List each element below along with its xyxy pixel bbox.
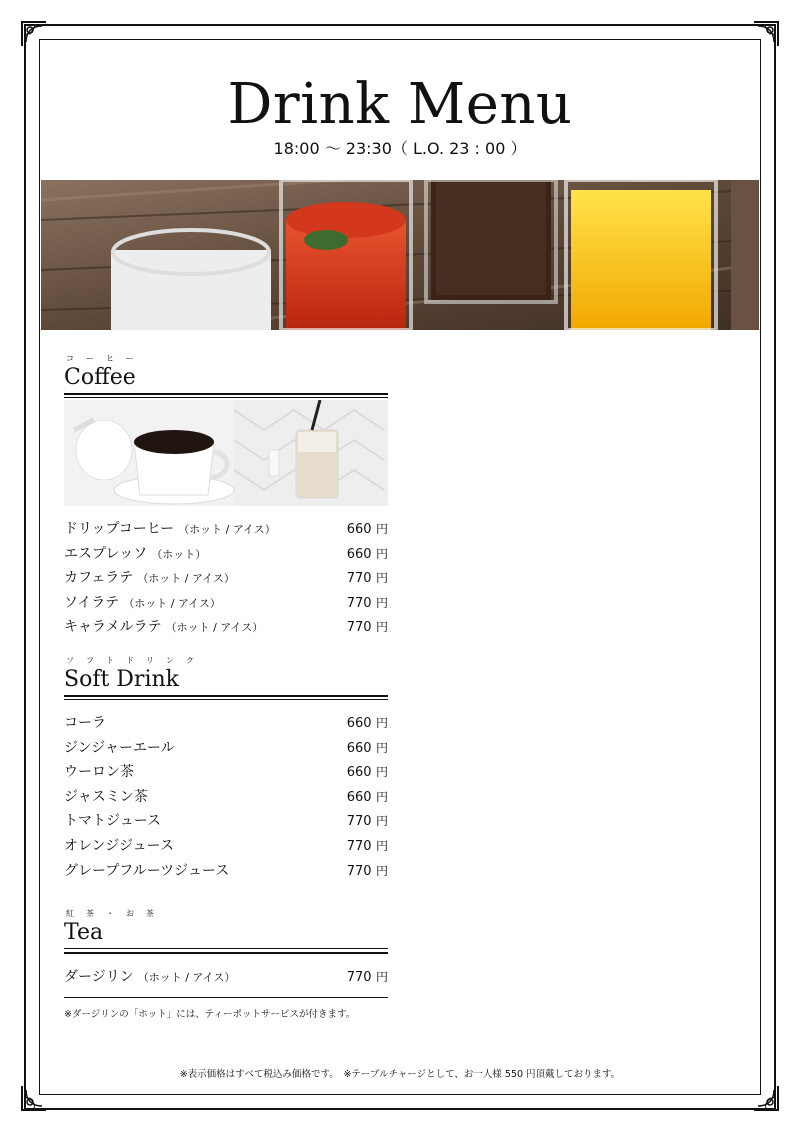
item-name: コーラ xyxy=(64,715,106,731)
item-note: （ホット / アイス） xyxy=(137,971,236,984)
heading-divider xyxy=(64,948,388,954)
corner-ornament-icon xyxy=(752,20,780,48)
item-note: （ホット / アイス） xyxy=(137,572,235,586)
tea-list xyxy=(64,966,388,991)
item-name: トマトジュース xyxy=(64,813,162,830)
tea-note: ※ダージリンの「ホット」には、ティーポットサービスが付きます。 xyxy=(64,1008,356,1020)
item-name: ジンジャーエール xyxy=(64,739,175,756)
coffee-photo xyxy=(64,400,388,506)
item-name: カフェラテ xyxy=(64,570,134,587)
item-price: 770 xyxy=(346,620,372,636)
item-name: ソイラテ xyxy=(64,594,120,611)
soft-drink-list xyxy=(64,712,388,884)
soft-drink-section xyxy=(64,656,388,884)
soft-drink-ruby: ソフトドリンク xyxy=(66,656,206,665)
item-price: 770 xyxy=(346,838,372,854)
yen-label: 円 xyxy=(375,838,388,853)
item-price: 660 xyxy=(346,522,372,537)
yen-label: 円 xyxy=(375,620,388,635)
item-note: （ホット / アイス） xyxy=(178,523,276,536)
yen-label: 円 xyxy=(375,522,388,536)
yen-label: 円 xyxy=(375,814,388,829)
coffee-ruby: コーヒー xyxy=(66,354,146,363)
item-note: （ホット） xyxy=(151,547,207,561)
item-price: 770 xyxy=(346,863,372,879)
list-item xyxy=(64,712,388,737)
tea-ruby: 紅茶・お茶 xyxy=(66,909,166,918)
item-price: 660 xyxy=(346,789,372,805)
item-price: 660 xyxy=(346,546,372,562)
item-name: エスプレッソ xyxy=(64,545,148,562)
corner-ornament-icon xyxy=(752,1084,780,1112)
item-note: （ホット / アイス） xyxy=(165,621,264,635)
item-price: 660 xyxy=(346,716,372,731)
footer-note: ※表示価格はすべて税込み価格です。 ※テーブルチャージとして、お一人様 550 円頂戴しております。 xyxy=(179,1069,621,1080)
tea-heading: Tea xyxy=(64,920,104,945)
item-price: 660 xyxy=(346,740,372,756)
page-title: Drink Menu xyxy=(227,72,573,137)
coffee-list xyxy=(64,518,388,641)
yen-label: 円 xyxy=(375,765,388,780)
list-item xyxy=(64,810,388,835)
list-item xyxy=(64,616,388,641)
list-item xyxy=(64,518,388,543)
item-name: キャラメルラテ xyxy=(64,619,162,636)
item-name: グレープフルーツジュース xyxy=(64,862,230,879)
heading-divider xyxy=(64,393,388,398)
list-item xyxy=(64,737,388,762)
item-name: ウーロン茶 xyxy=(64,764,134,781)
list-item xyxy=(64,761,388,786)
yen-label: 円 xyxy=(375,789,388,804)
list-item xyxy=(64,592,388,617)
opening-hours: 18:00 ～ 23:30（ L.O. 23 : 00 ） xyxy=(273,139,527,158)
list-item xyxy=(64,835,388,860)
corner-ornament-icon xyxy=(20,1084,48,1112)
list-item xyxy=(64,786,388,811)
item-name: ダージリン xyxy=(64,969,134,985)
item-note: （ホット / アイス） xyxy=(123,596,221,610)
yen-label: 円 xyxy=(375,970,388,984)
heading-divider xyxy=(64,695,388,700)
drinks-banner-photo xyxy=(41,180,759,330)
item-name: ドリップコーヒー xyxy=(64,521,175,537)
item-price: 770 xyxy=(346,970,372,985)
yen-label: 円 xyxy=(375,595,388,610)
list-item xyxy=(64,543,388,568)
item-price: 770 xyxy=(346,571,372,587)
tea-divider xyxy=(64,997,388,998)
tea-section xyxy=(64,909,388,1020)
coffee-heading: Coffee xyxy=(64,365,136,390)
yen-label: 円 xyxy=(375,571,388,586)
list-item xyxy=(64,966,388,991)
item-price: 770 xyxy=(346,814,372,830)
item-price: 660 xyxy=(346,765,372,781)
item-price: 770 xyxy=(346,595,372,611)
item-name: ジャスミン茶 xyxy=(64,788,148,805)
yen-label: 円 xyxy=(375,716,388,730)
yen-label: 円 xyxy=(375,740,388,755)
item-name: オレンジジュース xyxy=(64,837,174,854)
soft-drink-heading: Soft Drink xyxy=(64,667,179,692)
yen-label: 円 xyxy=(375,863,388,878)
list-item xyxy=(64,860,388,885)
coffee-section xyxy=(64,354,388,641)
corner-ornament-icon xyxy=(20,20,48,48)
yen-label: 円 xyxy=(375,546,388,561)
list-item xyxy=(64,567,388,592)
